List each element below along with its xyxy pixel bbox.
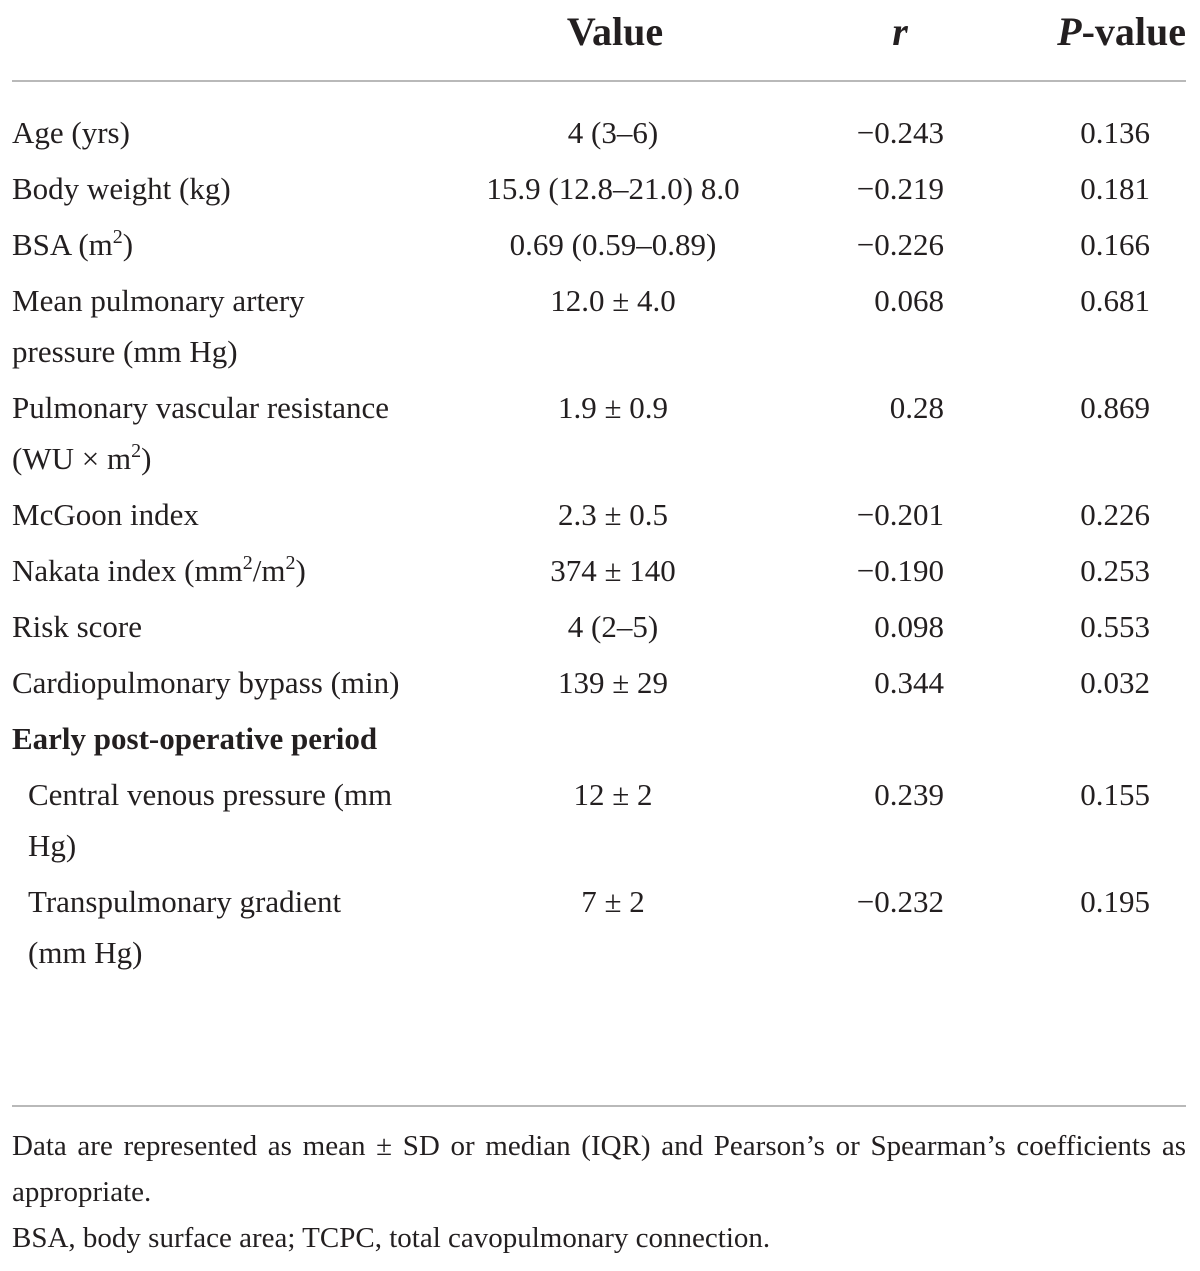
row-r: −0.201 <box>856 497 944 532</box>
row-label <box>12 219 402 270</box>
row-value: 2.3 ± 0.5 <box>557 497 668 532</box>
table-row <box>12 489 1186 540</box>
column-header-p-suffix: -value <box>1081 9 1186 54</box>
table-top-rule <box>12 80 1186 82</box>
row-value: 1.9 ± 0.9 <box>557 390 668 425</box>
section-heading-row <box>12 713 1186 764</box>
superscript: 2 <box>131 440 142 462</box>
row-r: −0.219 <box>856 171 944 206</box>
label-text: ) <box>122 227 134 262</box>
table-bottom-rule <box>12 1105 1186 1107</box>
table-row <box>12 107 1186 158</box>
column-header-r: r <box>892 9 908 54</box>
table-row <box>12 382 1186 484</box>
row-r: 0.239 <box>874 777 944 812</box>
row-p: 0.155 <box>1080 777 1150 812</box>
row-label: Cardiopulmonary bypass (min) <box>12 665 400 700</box>
row-value: 12 ± 2 <box>573 777 653 812</box>
row-value: 4 (3–6) <box>567 115 659 150</box>
row-label: Transpulmonary gradient (mm Hg) <box>28 884 342 970</box>
correlation-table <box>12 107 1186 983</box>
table-row <box>12 601 1186 652</box>
superscript: 2 <box>242 552 253 574</box>
row-p: 0.136 <box>1080 115 1150 150</box>
row-p: 0.681 <box>1080 283 1150 318</box>
row-p: 0.181 <box>1080 171 1150 206</box>
row-value: 4 (2–5) <box>567 609 659 644</box>
table-row <box>12 769 1186 871</box>
table-row <box>12 163 1186 214</box>
row-value: 15.9 (12.8–21.0) 8.0 <box>486 171 740 206</box>
table-row <box>12 876 1186 978</box>
row-label <box>12 382 402 484</box>
row-r: −0.190 <box>856 553 944 588</box>
superscript: 2 <box>112 226 123 248</box>
row-r: −0.232 <box>856 884 944 919</box>
label-text: Pulmonary vascular resistance (WU × m <box>12 390 390 476</box>
table-row <box>12 219 1186 270</box>
label-text: Nakata index (mm <box>12 553 243 588</box>
row-label: Risk score <box>12 609 143 644</box>
table-row <box>12 275 1186 377</box>
row-label: Age (yrs) <box>12 115 130 150</box>
table-row <box>12 545 1186 596</box>
table-row <box>12 657 1186 708</box>
row-label: Mean pulmonary artery pressure (mm Hg) <box>12 283 305 369</box>
label-text: ) <box>141 441 152 476</box>
label-text: BSA (m <box>12 227 113 262</box>
row-label: Central venous pressure (mm Hg) <box>28 777 393 863</box>
row-r: 0.28 <box>889 390 944 425</box>
row-label <box>12 545 402 596</box>
row-r: 0.098 <box>874 609 944 644</box>
row-r: 0.344 <box>874 665 944 700</box>
column-header-p-value <box>1040 6 1186 58</box>
section-heading: Early post-operative period <box>12 721 378 756</box>
row-label: McGoon index <box>12 497 199 532</box>
footnote-abbreviations: BSA, body surface area; TCPC, total cavopulmonary connection. <box>12 1222 771 1254</box>
column-header-p-letter: P <box>1057 9 1082 54</box>
row-p: 0.166 <box>1080 227 1150 262</box>
row-r: −0.243 <box>856 115 944 150</box>
label-text: ) <box>295 553 306 588</box>
row-r: 0.068 <box>874 283 944 318</box>
superscript: 2 <box>285 552 296 574</box>
label-text: /m <box>252 553 286 588</box>
row-label: Body weight (kg) <box>12 171 231 206</box>
row-value: 12.0 ± 4.0 <box>550 283 676 318</box>
table-footnotes <box>12 1123 1186 1261</box>
row-value: 374 ± 140 <box>550 553 676 588</box>
row-p: 0.195 <box>1080 884 1150 919</box>
row-value: 0.69 (0.59–0.89) <box>509 227 717 262</box>
column-header-value: Value <box>566 9 664 54</box>
row-p: 0.553 <box>1080 609 1150 644</box>
row-value: 139 ± 29 <box>557 665 668 700</box>
row-p: 0.032 <box>1080 665 1150 700</box>
footnote-data-representation: Data are represented as mean ± SD or median (IQR) and Pearson’s or Spearman’s coefficients as appropriate. <box>12 1130 1186 1208</box>
row-p: 0.869 <box>1080 390 1150 425</box>
row-value: 7 ± 2 <box>581 884 645 919</box>
row-p: 0.226 <box>1080 497 1150 532</box>
row-p: 0.253 <box>1080 553 1150 588</box>
row-r: −0.226 <box>856 227 944 262</box>
